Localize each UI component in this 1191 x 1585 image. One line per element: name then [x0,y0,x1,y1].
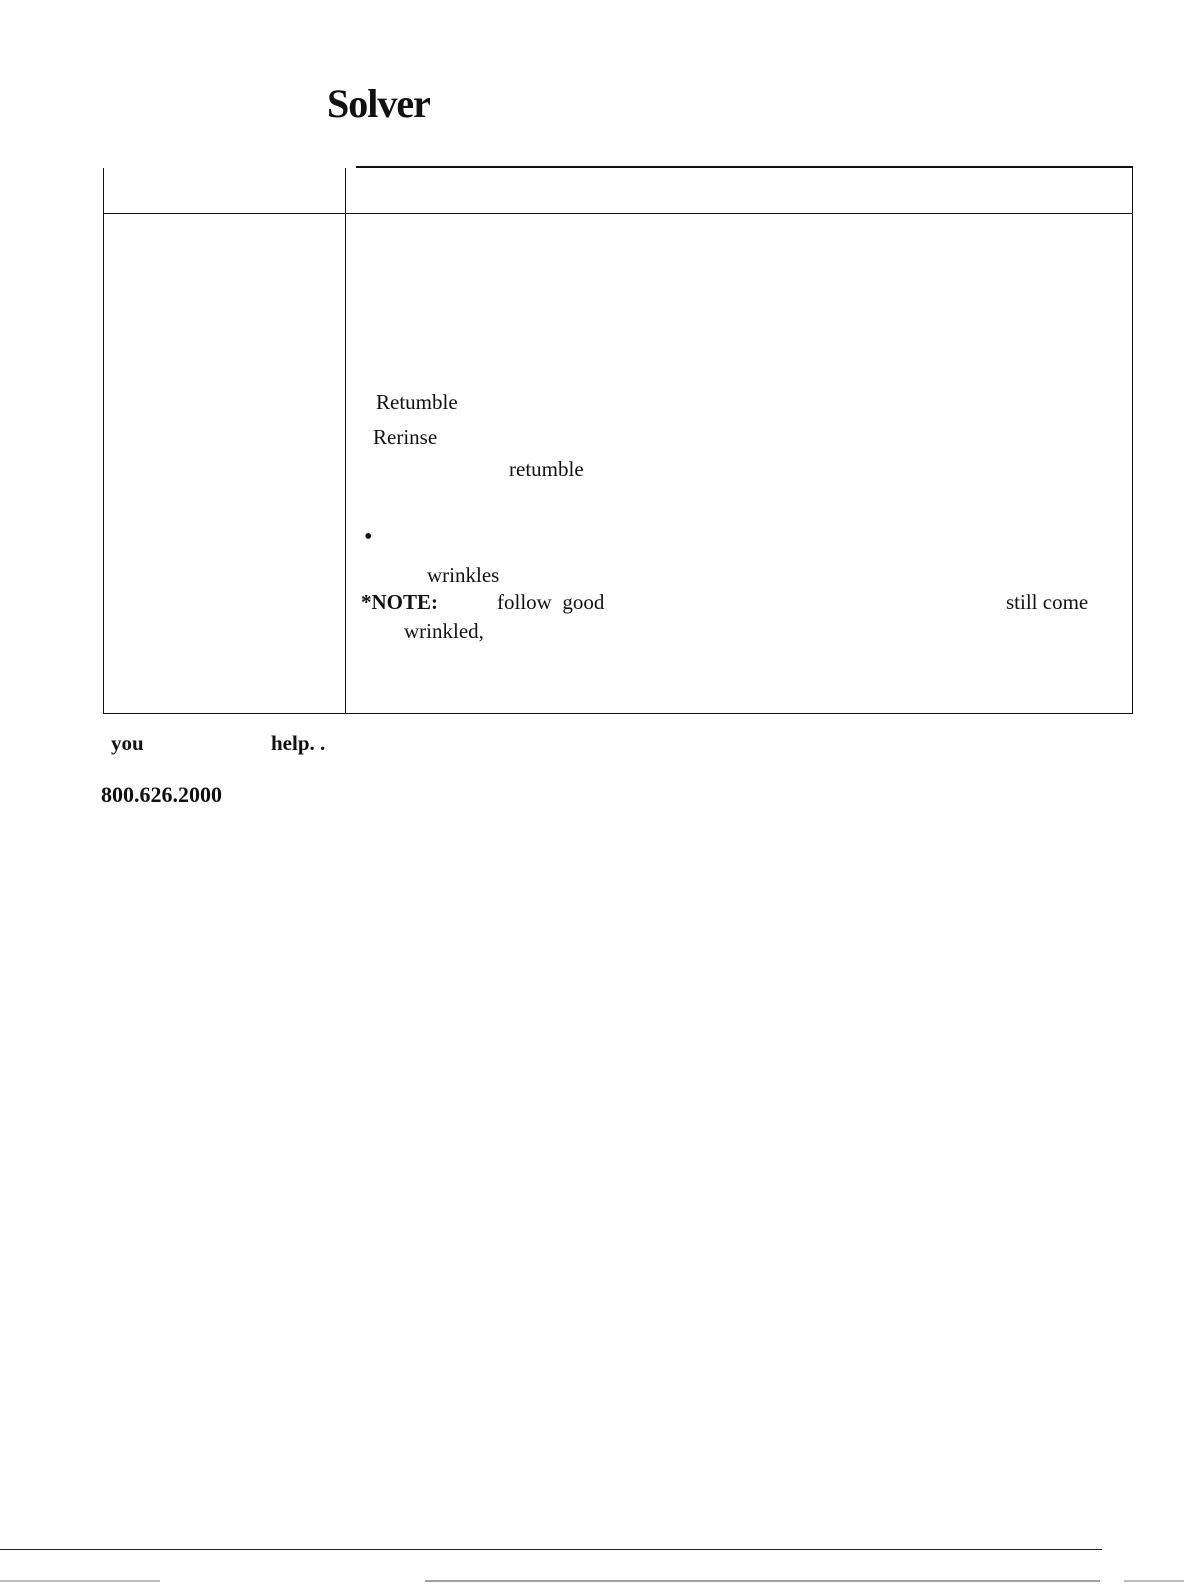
text-fragment-wrinkles: wrinkles [427,563,500,587]
scan-artifact-left [0,1580,160,1582]
text-fragment-follow-good: follow good [497,590,605,614]
scan-artifact-middle [425,1580,1100,1582]
text-fragment-rerinse: Rerinse [373,425,438,449]
note-label: *NOTE: [361,590,439,614]
table-column-divider [345,168,346,714]
footer-help: help. . [271,731,326,755]
footer-rule [0,1549,1102,1550]
table-top-border [356,166,1133,168]
footer-you: you [111,731,144,755]
footer-phone: 800.626.2000 [101,782,222,807]
text-fragment-retumble-lower: retumble [509,457,584,481]
table-left-border [103,168,104,714]
troubleshooting-table [103,166,1133,714]
text-fragment-still-come: still come [1006,590,1089,614]
table-bottom-border [103,713,1133,714]
bullet-icon: • [364,524,373,550]
table-header-rule [103,213,1133,214]
table-right-border [1132,168,1133,714]
scan-artifact-right [1124,1580,1184,1582]
page-title: Solver [327,81,430,126]
text-fragment-retumble: Retumble [376,390,458,414]
text-fragment-wrinkled: wrinkled, [404,619,484,643]
